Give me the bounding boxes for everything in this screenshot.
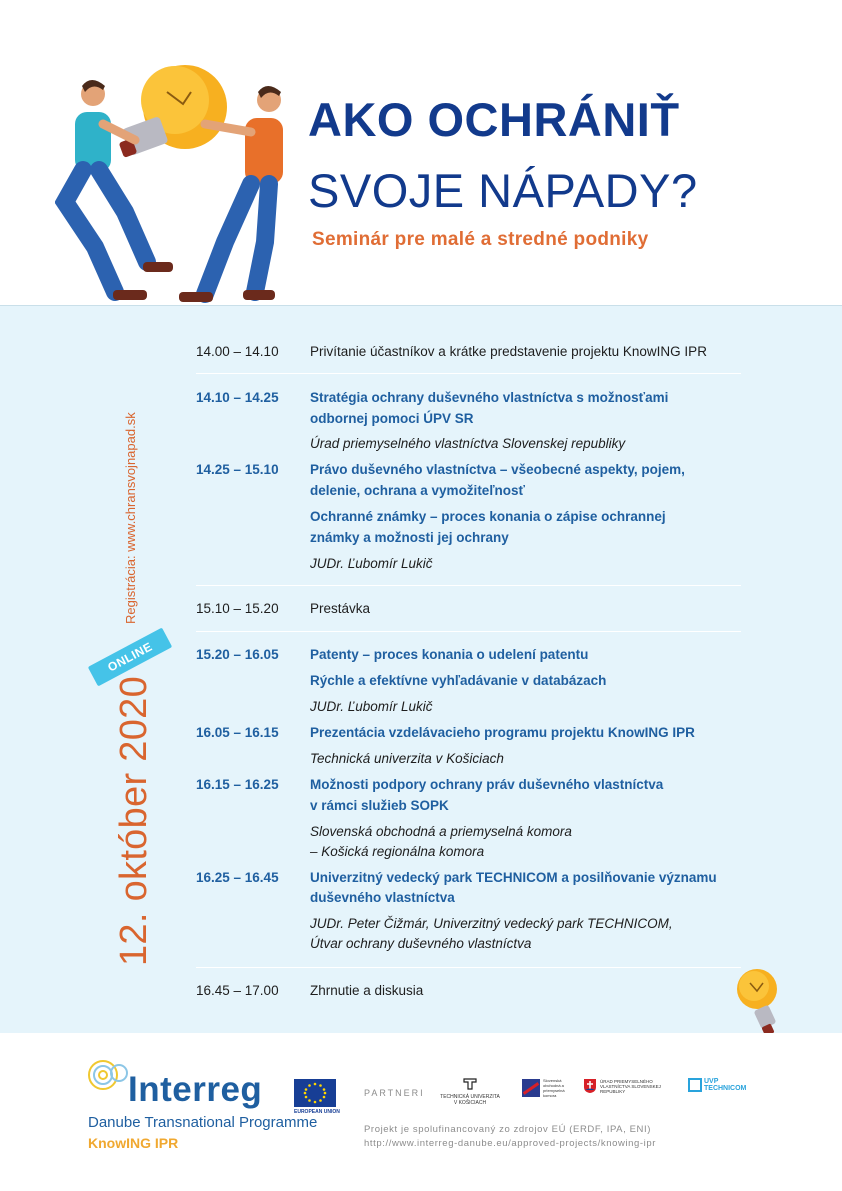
schedule-row	[196, 344, 741, 364]
schedule-row-continued	[196, 509, 741, 529]
schedule-row	[196, 647, 741, 667]
divider	[196, 585, 741, 586]
schedule-time: 16.45 – 17.00	[196, 983, 279, 998]
partner-name: UVP TECHNICOM	[704, 1078, 747, 1092]
schedule-row	[196, 601, 741, 621]
partner-logo-sopk	[522, 1078, 572, 1098]
upv-mark	[583, 1078, 673, 1094]
divider	[196, 967, 741, 968]
event-date: 12. október 2020	[113, 675, 155, 966]
schedule-speaker: Úrad priemyselného vlastníctva Slovenskej republiky	[310, 436, 626, 451]
schedule-speaker-row	[196, 844, 741, 864]
partner-logo-tuke	[440, 1078, 500, 1106]
schedule-row	[196, 870, 741, 890]
schedule-row-continued	[196, 530, 741, 550]
schedule-time: 16.15 – 16.25	[196, 777, 279, 792]
schedule-speaker-row	[196, 824, 741, 844]
schedule-speaker: Technická univerzita v Košiciach	[310, 751, 504, 766]
schedule-topic: delenie, ochrana a vymožiteľnosť	[310, 483, 525, 498]
schedule-time: 15.20 – 16.05	[196, 647, 279, 662]
schedule-speaker-row	[196, 751, 741, 771]
schedule-topic: Patenty – proces konania o udelení patentu	[310, 647, 589, 662]
registration-link[interactable]: Registrácia: www.chransvojnapad.sk	[123, 412, 138, 624]
funding-note: Projekt je spolufinancovaný zo zdrojov EÚ (ERDF, IPA, ENI)	[364, 1124, 651, 1135]
page-title-line-2: SVOJE NÁPADY?	[308, 164, 698, 217]
schedule-speaker: JUDr. Peter Čižmár, Univerzitný vedecký park TECHNICOM,	[310, 916, 673, 931]
schedule-speaker-row	[196, 699, 741, 719]
schedule-speaker: JUDr. Ľubomír Lukič	[310, 556, 433, 571]
schedule-topic: Prezentácia vzdelávacieho programu projektu KnowING IPR	[310, 725, 695, 740]
schedule-topic: odbornej pomoci ÚPV SR	[310, 411, 474, 426]
technicom-mark	[688, 1078, 748, 1092]
page-subtitle: Seminár pre malé a stredné podniky	[312, 229, 649, 250]
partner-logo-technicom	[688, 1078, 748, 1092]
schedule-row	[196, 725, 741, 745]
schedule-row	[196, 777, 741, 797]
tuke-icon	[463, 1078, 477, 1090]
schedule-speaker-row	[196, 556, 741, 576]
schedule-time: 14.25 – 15.10	[196, 462, 279, 477]
schedule-topic: Privítanie účastníkov a krátke predstavenie projektu KnowING IPR	[310, 344, 707, 359]
schedule-speaker-row	[196, 936, 741, 956]
schedule-topic: Univerzitný vedecký park TECHNICOM a posilňovanie významu	[310, 870, 717, 885]
schedule-topic: v rámci služieb SOPK	[310, 798, 449, 813]
interreg-logo-text: Interreg	[128, 1070, 263, 1109]
project-url-link[interactable]: http://www.interreg-danube.eu/approved-projects/knowing-ipr	[364, 1138, 657, 1149]
people-pulling-lightbulb-illustration	[55, 62, 295, 307]
schedule-topic: Rýchle a efektívne vyhľadávanie v databázach	[310, 673, 607, 688]
eu-flag-icon	[294, 1079, 336, 1107]
schedule-topic: Možnosti podpory ochrany práv duševného vlastníctva	[310, 777, 664, 792]
schedule-time: 14.10 – 14.25	[196, 390, 279, 405]
schedule-row	[196, 462, 741, 482]
schedule-time: 15.10 – 15.20	[196, 601, 279, 616]
schedule-row-continued	[196, 798, 741, 818]
schedule-topic: Ochranné známky – proces konania o zápise ochrannej	[310, 509, 666, 524]
partner-logo-upv	[583, 1078, 673, 1094]
online-badge: ONLINE	[88, 628, 172, 687]
header	[0, 0, 842, 305]
schedule-row	[196, 390, 741, 410]
schedule-row-continued	[196, 673, 741, 693]
schedule-topic: duševného vlastníctva	[310, 890, 455, 905]
slovak-coat-of-arms-icon	[583, 1078, 597, 1094]
schedule-topic: známky a možnosti jej ochrany	[310, 530, 509, 545]
schedule-row-continued	[196, 483, 741, 503]
schedule-time: 14.00 – 14.10	[196, 344, 279, 359]
project-name: KnowING IPR	[88, 1135, 179, 1151]
schedule-row	[196, 983, 741, 1003]
technicom-icon	[688, 1078, 702, 1092]
schedule-topic: Prestávka	[310, 601, 371, 616]
schedule-speaker: Slovenská obchodná a priemyselná komora	[310, 824, 572, 839]
schedule-row-continued	[196, 890, 741, 910]
schedule-speaker-row	[196, 436, 741, 456]
sopk-mark	[522, 1078, 572, 1098]
page-title-line-1: AKO OCHRÁNIŤ	[308, 93, 680, 146]
programme-name: Danube Transnational Programme	[88, 1114, 318, 1131]
partner-name: ÚRAD PRIEMYSELNÉHO VLASTNÍCTVA SLOVENSKEJ REPUBLIKY	[600, 1078, 661, 1094]
divider	[196, 373, 741, 374]
schedule-speaker: JUDr. Ľubomír Lukič	[310, 699, 433, 714]
schedule-speaker-row	[196, 916, 741, 936]
schedule-topic: Stratégia ochrany duševného vlastníctva s možnosťami	[310, 390, 669, 405]
schedule-speaker: – Košická regionálna komora	[310, 844, 485, 859]
divider	[196, 631, 741, 632]
schedule-speaker: Útvar ochrany duševného vlastníctva	[310, 936, 532, 951]
schedule-row-continued	[196, 411, 741, 431]
schedule-time: 16.25 – 16.45	[196, 870, 279, 885]
schedule-time: 16.05 – 16.15	[196, 725, 279, 740]
partners-label: PARTNERI	[364, 1088, 425, 1098]
sopk-icon	[522, 1079, 540, 1097]
partner-name: Slovenská obchodná a priemyselná komora	[543, 1078, 565, 1098]
schedule-topic: Zhrnutie a diskusia	[310, 983, 424, 998]
eu-label: EUROPEAN UNION	[294, 1109, 340, 1115]
partner-name: TECHNICKÁ UNIVERZITA V KOŠICIACH	[440, 1094, 500, 1106]
schedule-topic: Právo duševného vlastníctva – všeobecné aspekty, pojem,	[310, 462, 685, 477]
